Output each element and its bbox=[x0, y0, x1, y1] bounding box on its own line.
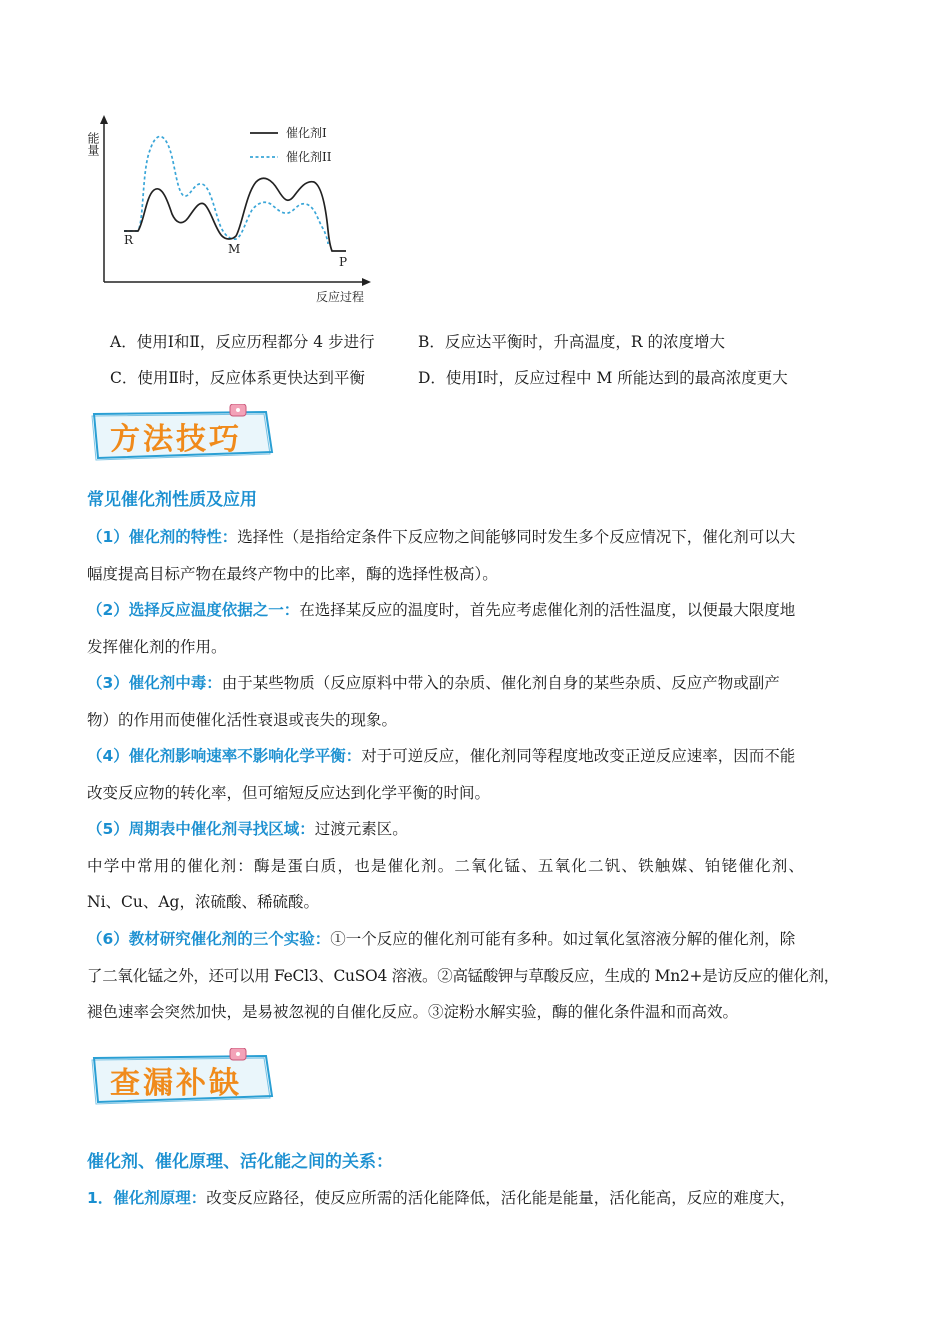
option-b: B．反应达平衡时，升高温度，R 的浓度增大 bbox=[418, 333, 725, 351]
paragraph-line: 物）的作用而使催化活性衰退或丧失的现象。 bbox=[87, 711, 398, 729]
paragraph-line bbox=[87, 673, 780, 693]
banner-title: 查漏补缺 bbox=[110, 1066, 242, 1101]
paragraph-line bbox=[87, 527, 795, 547]
paragraph-line: 了二氧化锰之外，还可以用 FeCl3、CuSO4 溶液。②高锰酸钾与草酸反应，生成的 Mn2+是访反应的催化剂， bbox=[87, 967, 839, 985]
option-c: C．使用Ⅱ时，反应体系更快达到平衡 bbox=[110, 369, 365, 387]
item-label: （3）催化剂中毒： bbox=[87, 674, 222, 692]
paragraph-line: 中学中常用的催化剂：酶是蛋白质，也是催化剂。二氧化锰、五氧化二钒、铁触媒、铂铑催化剂、 bbox=[87, 857, 806, 875]
item-text: 在选择某反应的温度时，首先应考虑催化剂的活性温度，以便最大限度地 bbox=[299, 601, 796, 619]
item-text: 改变反应路径，使反应所需的活化能降低，活化能是能量，活化能高，反应的难度大， bbox=[206, 1189, 796, 1207]
paragraph-line: 褪色速率会突然加快，是易被忽视的自催化反应。③淀粉水解实验，酶的催化条件温和而高效。 bbox=[87, 1003, 739, 1021]
paragraph-line bbox=[87, 819, 408, 839]
point-label-P: P bbox=[339, 255, 348, 269]
item-text: 选择性（是指给定条件下反应物之间能够同时发生多个反应情况下，催化剂可以大 bbox=[237, 528, 796, 546]
option-d: D．使用Ⅰ时，反应过程中 M 所能达到的最高浓度更大 bbox=[418, 369, 788, 387]
paragraph-line bbox=[87, 1188, 795, 1208]
x-axis-label: 反应过程 bbox=[316, 290, 365, 304]
item-text: ①一个反应的催化剂可能有多种。如过氧化氢溶液分解的催化剂，除 bbox=[330, 930, 796, 948]
banner-title: 方法技巧 bbox=[110, 422, 242, 457]
x-axis-arrow bbox=[362, 278, 371, 286]
option-a: A．使用Ⅰ和Ⅱ，反应历程都分 4 步进行 bbox=[110, 333, 375, 351]
y-axis-label: 能量 bbox=[86, 132, 100, 156]
paragraph-line: 幅度提高目标产物在最终产物中的比率，酶的选择性极高）。 bbox=[87, 565, 498, 583]
point-label-M: M bbox=[228, 242, 241, 256]
paragraph-line bbox=[87, 746, 795, 766]
paragraph-line: 发挥催化剂的作用。 bbox=[87, 638, 227, 656]
item-label: （1）催化剂的特性： bbox=[87, 528, 238, 546]
item-text: 对于可逆反应，催化剂同等程度地改变正逆反应速率，因而不能 bbox=[361, 747, 796, 765]
paragraph-line bbox=[87, 929, 795, 949]
item-label: 1．催化剂原理： bbox=[87, 1189, 207, 1207]
item-label: （4）催化剂影响速率不影响化学平衡： bbox=[87, 747, 362, 765]
legend-series-I: 催化剂I bbox=[286, 126, 327, 140]
item-label: （5）周期表中催化剂寻找区域： bbox=[87, 820, 315, 838]
section-heading: 催化剂、催化原理、活化能之间的关系： bbox=[87, 1152, 393, 1172]
banner-fill-gaps bbox=[90, 1048, 280, 1108]
item-label: （6）教材研究催化剂的三个实验： bbox=[87, 930, 331, 948]
point-label-R: R bbox=[124, 233, 134, 247]
series-catalyst-I-curve bbox=[124, 178, 346, 251]
item-label: （2）选择反应温度依据之一： bbox=[87, 601, 300, 619]
legend-series-II: 催化剂II bbox=[286, 150, 332, 164]
paragraph-line: Ni、Cu、Ag，浓硫酸、稀硫酸。 bbox=[87, 893, 319, 911]
item-text: 过渡元素区。 bbox=[314, 820, 408, 838]
section-heading: 常见催化剂性质及应用 bbox=[87, 490, 257, 510]
y-axis-arrow bbox=[100, 115, 108, 124]
banner-method-tips bbox=[90, 404, 280, 464]
paragraph-line bbox=[87, 600, 795, 620]
item-text: 由于某些物质（反应原料中带入的杂质、催化剂自身的某些杂质、反应产物或副产 bbox=[221, 674, 780, 692]
paragraph-line: 改变反应物的转化率，但可缩短反应达到化学平衡的时间。 bbox=[87, 784, 491, 802]
energy-profile-chart bbox=[80, 110, 380, 310]
